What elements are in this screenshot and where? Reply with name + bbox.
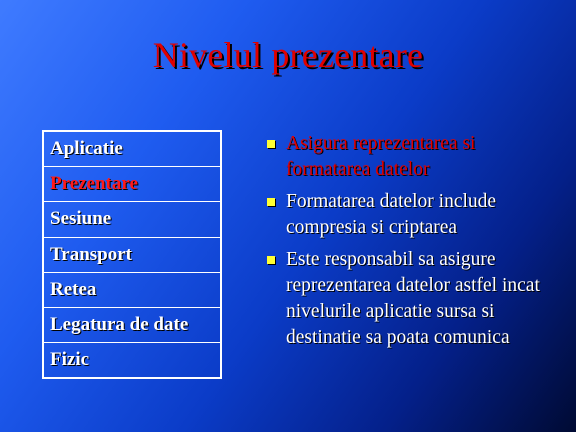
bullet-text: Este responsabil sa asigure reprezentarea datelor astfel incat nivelurile aplicatie sursa si destinatie sa poata comunica [286,249,540,348]
bullet-item [264,131,554,183]
square-bullet-icon [267,256,275,264]
square-bullet-icon [267,140,275,148]
square-bullet-icon [267,198,275,206]
bullet-item [264,189,554,241]
bullet-text: Formatarea datelor include compresia si criptarea [286,191,497,238]
osi-layer-stack [42,130,222,379]
slide-title: Nivelul prezentare [152,35,424,75]
layer-legatura-de-date: Legatura de date [44,308,220,343]
bullet-item [264,247,554,351]
layer-transport: Transport [44,238,220,273]
bullet-list [264,131,554,357]
bullet-text: Asigura reprezentarea si formatarea datelor [286,133,476,180]
layer-sesiune: Sesiune [44,202,220,237]
layer-aplicatie: Aplicatie [44,132,220,167]
layer-prezentare: Prezentare [44,167,220,202]
layer-retea: Retea [44,273,220,308]
layer-fizic: Fizic [44,343,220,378]
